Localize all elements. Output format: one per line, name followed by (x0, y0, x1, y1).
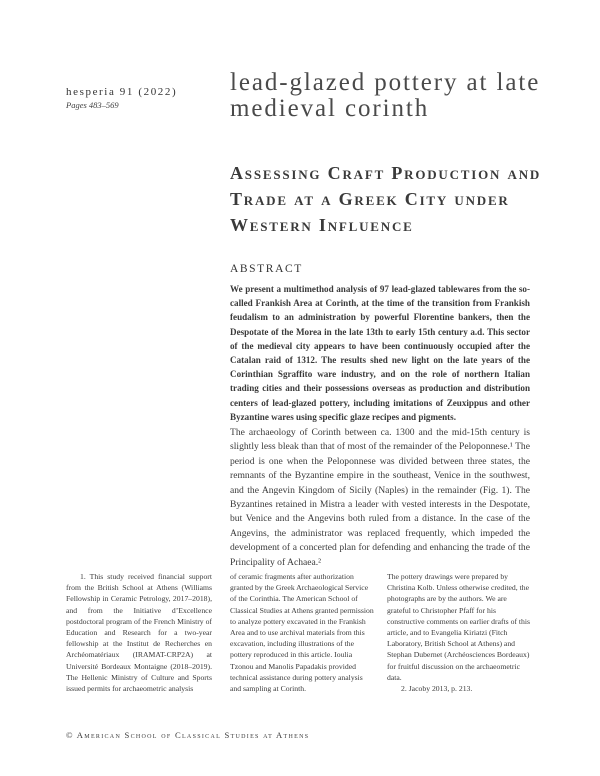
copyright-footer: © American School of Classical Studies at Athens (66, 730, 310, 740)
abstract-heading (230, 261, 303, 276)
abstract-heading-text: ABSTRACT (230, 263, 303, 275)
footnote-column-2: of ceramic fragments after authorization granted by the Greek Archaeological Service of the Corinthia. The American School of Classical Studies at Athens granted permission to analyze pottery excavated in the Frankish Area and to use archival materials from this excavation, including illustrations of the pottery reproduced in this article. Ioulia Tzonou and Manolis Papadakis provided technical assistance during pottery analysis and sampling at Corinth. (230, 572, 374, 694)
abstract-text: We present a multimethod analysis of 97 lead-glazed tablewares from the so-called Frankish Area at Corinth, at the time of the transition from Frankish feudalism to an administration by powerful Florentine bankers, then the Despotate of the Morea in the late 13th to early 15th century a.d. This sector of the medieval city appears to have been continuously occupied after the Catalan raid of 1312. The results shed new light on the late years of the Corinthian Sgraffito ware industry, and on the role of northern Italian trading cities and their possessions overseas as production and distribution centers of lead-glazed pottery, including imitations of Zeuxippus and other Byzantine wares using specific glaze recipes and pigments. (230, 284, 530, 422)
body-paragraph: The archaeology of Corinth between ca. 1300 and the mid-15th century is slightly less bleak than that of most of the remainder of the Peloponnese.¹ The period is one when the Peloponnese was divided between three states, the remnants of the Byzantine empire in the southeast, Venice in the southwest, and the Angevin Kingdom of Sicily (Naples) in the remainder (Fig. 1). The Byzantines retained in Mistra a leader with vested interests in the Despotate, but Venice and the Angevins both ruled from a distance. In the case of the Angevins, the administrator was replaced frequently, which impeded the development of a concerted plan for defending and enhancing the trade of the Principality of Achaea.² (230, 427, 530, 568)
journal-citation: hesperia 91 (2022) (66, 86, 178, 98)
article-title: lead-glazed pottery at late medieval corinth (230, 69, 541, 122)
article-subtitle: Assessing Craft Production and Trade at a Greek City under Western Influence (230, 163, 542, 235)
page-range: Pages 483–569 (66, 100, 119, 110)
footnote-2: 2. Jacoby 2013, p. 213. (401, 684, 473, 694)
footnote-column-1: 1. This study received financial support from the British School at Athens (Williams Fellowship in Ceramic Petrology, 2017–2018), and from the Initiative d’Excellence postdoctoral program of the French Ministry of Education and Research for a two-year fellowship at the Institut de Recherches en Archéomatériaux (IRAMAT-CRP2A) at Université Bordeaux Montaigne (2018–2019). The Hellenic Ministry of Culture and Sports issued permits for archaeometric analysis (66, 572, 212, 694)
footnote-column-3-text: The pottery drawings were prepared by Christina Kolb. Unless otherwise credited, the photographs are by the authors. We are grateful to Christopher Pfaff for his constructive comments on earlier drafts of this article, and to Evangelia Kiriatzi (Fitch Laboratory, British School at Athens) and Stephan Dubernet (Archéosciences Bordeaux) for fruitful discussion on the archaeometric data. (387, 572, 531, 682)
footnote-column-3 (387, 571, 531, 694)
